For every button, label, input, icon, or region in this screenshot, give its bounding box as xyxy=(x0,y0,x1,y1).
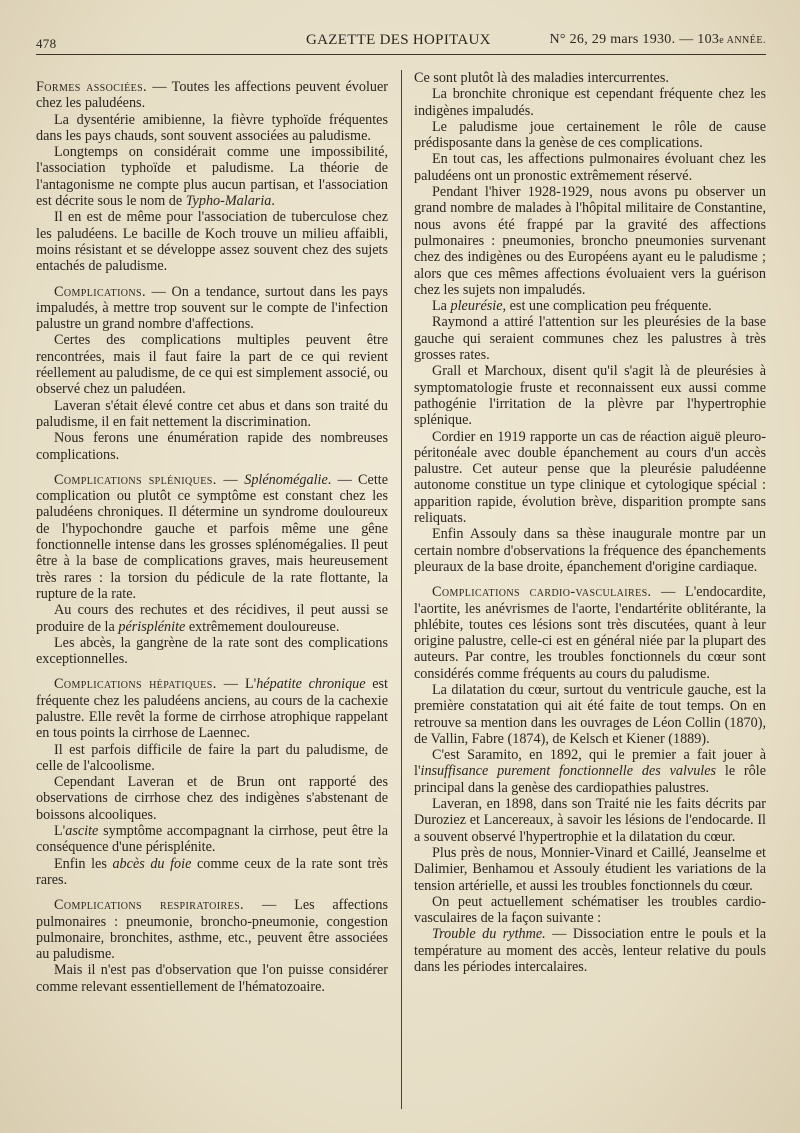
paragraph-text: C'est Saramito, en 1892, qui le premier a fait jouer à l' xyxy=(414,747,766,780)
paragraph xyxy=(414,526,766,575)
paragraph xyxy=(36,112,388,145)
paragraph-text-after: symptôme accompagnant la cirrhose, peut être la conséquence d'une périsplénite. xyxy=(36,823,388,856)
section-heading: Complications cardio-vasculaires. — xyxy=(432,584,676,601)
paragraph-text-after: comme ceux de la rate sont très rares. xyxy=(36,855,389,888)
column-divider xyxy=(401,70,402,1109)
paragraph-text: On a tendance, surtout dans les pays impaludés, à mettre trop souvent sur le compte de l'infection palustre un grand nombre d'affections. xyxy=(36,283,389,333)
paragraph-text-after: . — Cette complication ou plutôt ce symptôme est constant chez les paludéens chroniques. Il détermine un syndrome douloureux de l'hypochondre gauche et parfois même une gêne fonctionnelle intense dans les grosses splénomégalies. Il peut être à la base de complications graves, mais heureusement très rares : la torsion du pédicule de la rate flottante, la rupture de la rate. xyxy=(36,471,389,602)
paragraph xyxy=(414,796,766,845)
paragraph xyxy=(36,823,388,856)
issue-date: N° 26, 29 mars 1930. — 103 xyxy=(549,32,720,47)
paragraph-text: Plus près de nous, Monnier-Vinard et Caillé, Jeanselme et Dalimier, Benhamou et Assouly étudient les variations de la tension artérielle, et aussi les troubles fonctionnels du cœur. xyxy=(414,844,766,894)
paragraph xyxy=(414,184,766,298)
paragraph xyxy=(36,332,388,397)
section-heading: Formes associées. — xyxy=(36,79,167,95)
paragraph xyxy=(414,86,766,119)
paragraph xyxy=(36,635,388,668)
paragraph-text: Raymond a attiré l'attention sur les pleurésies de la base gauche qui seraient communes chez les palustres à très grosses rates. xyxy=(414,314,766,364)
italic-term: Typho-Malaria xyxy=(185,193,272,210)
paragraph xyxy=(36,79,388,112)
italic-heading: Trouble du rythme. xyxy=(432,926,546,943)
paragraph xyxy=(414,429,766,527)
paragraph-text: Certes des complications multiples peuvent être rencontrées, mais il faut faire la part de ce qui revient réellement au paludisme, de ce qui est simplement associé, ou observé chez un paludéen. xyxy=(36,332,388,398)
paragraph-text: Les affections pulmonaires : pneumonie, broncho-pneumonie, congestion pulmonaire, bronchites, asthme, etc., peuvent être associées au paludisme. xyxy=(36,897,388,963)
paragraph-text: La xyxy=(432,298,451,315)
paragraph-text: Enfin Assouly dans sa thèse inaugurale montre par un certain nombre d'observations la fréquence des épanchements pleuraux de la base droite, épanchement d'origine cardiaque. xyxy=(414,526,766,575)
paragraph-text-after: , est une complication peu fréquente. xyxy=(502,298,712,315)
paragraph xyxy=(414,298,766,314)
paragraph xyxy=(36,962,388,995)
paragraph xyxy=(36,398,388,431)
paragraph-text: En tout cas, les affections pulmonaires évoluant chez les paludéens ont un pronostic extrêmement réservé. xyxy=(414,151,766,184)
paragraph-text: L' xyxy=(54,823,66,840)
paragraph xyxy=(414,682,766,747)
italic-term: pleurésie xyxy=(450,298,503,315)
paragraph-text: Laveran, en 1898, dans son Traité nie les faits décrits par Duroziez et Lancereaux, à savoir les lésions de l'endocarde. Il a souvent observé l'hypertrophie et la dilatation du cœur. xyxy=(414,796,766,845)
paragraph-text: Laveran s'était élevé contre cet abus et dans son traité du paludisme, il en fait nettement la discrimination. xyxy=(36,397,388,430)
paragraph-text: Nous ferons une énumération rapide des nombreuses complications. xyxy=(36,430,388,463)
paragraph-text: — Dissociation entre le pouls et la température au moment des accès, lenteur relative du pouls dans les périodes intercalaires. xyxy=(414,926,766,976)
paragraph-text: Les abcès, la gangrène de la rate sont des complications exceptionnelles. xyxy=(36,634,388,668)
section-heading: Complications hépatiques. — xyxy=(54,676,239,693)
paragraph-text: On peut actuellement schématiser les troubles cardio-vasculaires de la façon suivante : xyxy=(414,893,766,927)
paragraph-text: Le paludisme joue certainement le rôle de cause prédisposante dans la genèse de ces complications. xyxy=(414,118,766,152)
section-heading: Complications. — xyxy=(54,283,167,300)
page-number: 478 xyxy=(36,36,57,51)
paragraph xyxy=(36,430,388,463)
paragraph-text: Ce sont plutôt là des maladies intercurrentes. xyxy=(414,70,669,86)
paragraph-text-after: est fréquente chez les paludéens anciens, au cours de la cachexie palustre. Elle revêt la forme de cirrhose atrophique rappelant en tous points la cirrhose de Laennec. xyxy=(36,676,389,742)
issue-year-suffix: e ANNÉE. xyxy=(719,35,766,46)
paragraph-text: L' xyxy=(238,676,257,693)
italic-term: hépatite chronique xyxy=(256,676,366,693)
paragraph-text: Mais il n'est pas d'observation que l'on puisse considérer comme relevant essentiellement de l'hématozoaire. xyxy=(36,962,388,995)
paragraph xyxy=(414,363,766,428)
left-column xyxy=(36,70,388,1109)
paragraph xyxy=(414,747,766,796)
paragraph xyxy=(36,742,388,775)
paragraph xyxy=(414,314,766,363)
paragraph-text-after: . xyxy=(271,193,275,210)
issue-line xyxy=(549,32,766,48)
paragraph-text: Au cours des rechutes et des récidives, il peut aussi se produire de la xyxy=(36,602,388,635)
italic-term: insuffisance purement fonctionnelle des valvules xyxy=(420,763,717,780)
paragraph-text: Il en est de même pour l'association de tuberculose chez les paludéens. Le bacille de Koch trouve un milieu affaibli, moins résistant et se développe assez souvent chez des sujets entachés de paludisme. xyxy=(36,209,388,275)
paragraph-text: Grall et Marchoux, disent qu'il s'agit là de pleurésies à symptomatologie fruste et reconnaissent eux aussi comme pathogénie l'irritation de la plèvre par l'hypertrophie splénique. xyxy=(414,363,766,429)
paragraph-text-after: le rôle principal dans la genèse des cardiopathies palustres. xyxy=(414,763,766,796)
paragraph-text: Enfin les xyxy=(54,855,113,872)
paragraph xyxy=(414,845,766,894)
paragraph xyxy=(36,897,388,962)
paragraph-text: La bronchite chronique est cependant fréquente chez les indigènes impaludés. xyxy=(414,86,766,119)
italic-term: Splénomégalie xyxy=(244,471,328,488)
section-heading: Complications spléniques. — xyxy=(54,471,238,488)
paragraph-text: La dilatation du cœur, surtout du ventricule gauche, est la première constatation qui ait été faite de tout temps. On en retrouve sa mention dans les ouvrages de Léon Collin (1870), de Vallin, Fabre (1874), de Kelsch et Kiener (1889). xyxy=(414,681,766,747)
paragraph-text: Toutes les affections peuvent évoluer chez les paludéens. xyxy=(36,79,388,112)
paragraph xyxy=(414,584,766,682)
paragraph xyxy=(36,774,388,823)
paragraph xyxy=(414,70,766,86)
paragraph xyxy=(36,472,388,602)
paragraph xyxy=(36,144,388,209)
right-column xyxy=(414,70,766,1109)
paragraph-text: Cordier en 1919 rapporte un cas de réaction aiguë pleuro-péritonéale avec double épanchement au cours d'un accès palustre. Cet auteur pense que la pleurésie paludéenne autonome constitue un type clinique et cytologique spécial : apparition rapide, évolution brève, disparition prompte sans reliquats. xyxy=(414,428,766,527)
italic-term: ascite xyxy=(65,823,99,840)
italic-term: abcès du foie xyxy=(112,855,192,872)
paragraph xyxy=(36,602,388,635)
paragraph-text: Il est parfois difficile de faire la part du paludisme, de celle de l'alcoolisme. xyxy=(36,741,388,774)
paragraph xyxy=(36,676,388,741)
paragraph xyxy=(414,926,766,975)
paragraph xyxy=(36,856,388,889)
paragraph-text: Pendant l'hiver 1928-1929, nous avons pu observer un grand nombre de malades à l'hôpital militaire de Constantine, nous avons été frappé par la gravité des affections pulmonaires : pneumonies, broncho pneumonies survenant chez des indigènes ou des Européens ayant eu le paludisme ; alors que ces mêmes affections évoluaient vers la guérison chez les sujets non impaludés. xyxy=(414,184,766,298)
paragraph-text: Cependant Laveran et de Brun ont rapporté des observations de cirrhose chez des indigènes s'abstenant de boissons alcooliques. xyxy=(36,774,388,823)
section-heading: Complications respiratoires. — xyxy=(54,897,277,914)
page-header xyxy=(36,28,766,55)
paragraph-text: Longtemps on considérait comme une impossibilité, l'association typhoïde et paludisme. La théorie de l'antagonisme ne compte plus aucun partisan, et l'association est décrite sous le nom de xyxy=(36,144,388,210)
paragraph-text-after: extrêmement douloureuse. xyxy=(185,618,340,635)
paragraph xyxy=(414,151,766,184)
paragraph xyxy=(36,209,388,274)
paragraph-text: La dysentérie amibienne, la fièvre typhoïde fréquentes dans les pays chauds, sont souvent associées au paludisme. xyxy=(36,111,388,144)
paragraph xyxy=(414,894,766,927)
italic-term: périsplénite xyxy=(118,618,186,635)
paragraph xyxy=(414,119,766,152)
paragraph xyxy=(36,284,388,333)
journal-title: GAZETTE DES HOPITAUX xyxy=(306,32,491,48)
paragraph-text: L'endocardite, l'aortite, les anévrismes de l'aorte, l'endartérite oblitérante, la phlébite, toutes ces lésions sont très discutées, quant à leur origine palustre, celle-ci est en général niée par la plupart des auteurs. Par contre, les troubles fonctionnels du cœur sont considérés comme fréquents au cours du paludisme. xyxy=(414,584,766,682)
